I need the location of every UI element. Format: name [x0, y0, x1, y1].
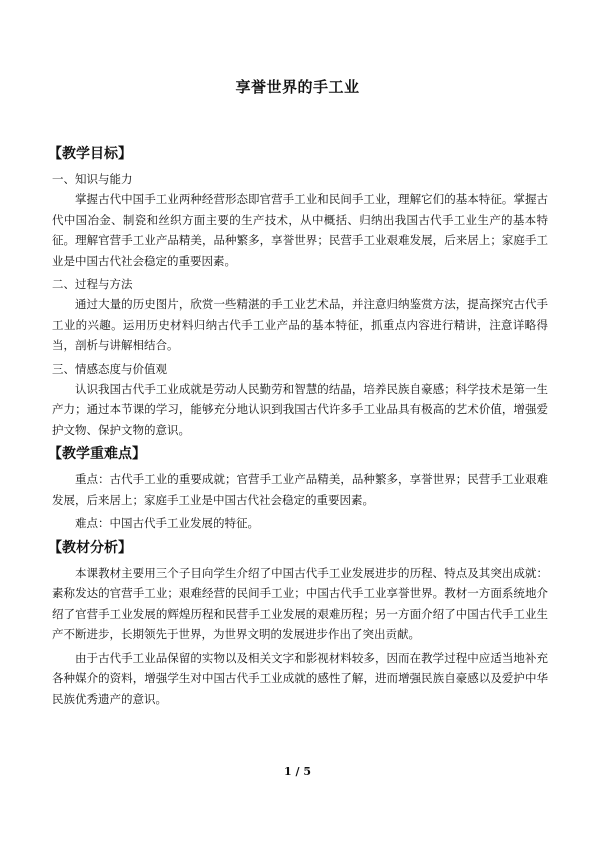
subheading-knowledge: 一、知识与能力: [52, 172, 133, 186]
paragraph-key-points: 重点：古代手工业的重要成就；官营手工业产品精美，品种繁多，享誉世界；民营手工业艰难发展，后来居上；家庭手工业是中国古代社会稳定的重要因素。: [52, 472, 548, 507]
subheading-process: 二、过程与方法: [52, 277, 133, 291]
page-number: 1 / 5: [284, 765, 311, 778]
document-title: 享誉世界的手工业: [235, 78, 360, 96]
section-heading-objectives: 【教学目标】: [48, 146, 132, 162]
paragraph-process: 通过大量的历史图片，欣赏一些精湛的手工业艺术品，并注意归纳鉴赏方法，提高探究古代手工业的兴趣。运用历史材料归纳古代手工业产品的基本特征，抓重点内容进行精讲，注意详略得当，剖析与讲解相结合。: [52, 297, 548, 352]
document-body: [48, 141, 548, 712]
paragraph-difficulties: 难点：中国古代手工业发展的特征。: [75, 516, 259, 530]
subheading-values: 三、情感态度与价值观: [52, 361, 167, 376]
section-heading-analysis: 【教材分析】: [48, 539, 132, 556]
section-heading-key-points: 【教学重难点】: [48, 446, 146, 462]
paragraph-analysis-2: 由于古代手工业品保留的实物以及相关文字和影视材料较多，因而在教学过程中应适当地补充各种媒介的资料，增强学生对中国古代手工业成就的感性了解，进而增强民族自豪感以及爱护中华民族优秀遗产的意识。: [52, 650, 548, 706]
paragraph-analysis-1: 本课教材主要用三个子目向学生介绍了中国古代手工业发展进步的历程、特点及其突出成就：素称发达的官营手工业；艰难经营的民间手工业；中国古代手工业享誉世界。教材一方面系统地介绍了官营手工业发展的辉煌历程和民营手工业发展的艰难历程；另一方面介绍了中国古代手工业生产不断进步，长期领先于世界，为世界文明的发展进步作出了突出贡献。: [52, 565, 548, 641]
paragraph-values: 认识我国古代手工业成就是劳动人民勤劳和智慧的结晶，培养民族自豪感；科学技术是第一生产力；通过本节课的学习，能够充分地认识到我国古代许多手工业品具有极高的艺术价值，增强爱护文物、保护文物的意识。: [52, 381, 548, 437]
paragraph-knowledge: 掌握古代中国手工业两种经营形态即官营手工业和民间手工业，理解它们的基本特征。掌握古代中国冶金、制瓷和丝织方面主要的生产技术，从中概括、归纳出我国古代手工业生产的基本特征。理解官营手工业产品精美，品种繁多，享誉世界；民营手工业艰难发展，后来居上；家庭手工业是中国古代社会稳定的重要因素。: [52, 192, 548, 268]
